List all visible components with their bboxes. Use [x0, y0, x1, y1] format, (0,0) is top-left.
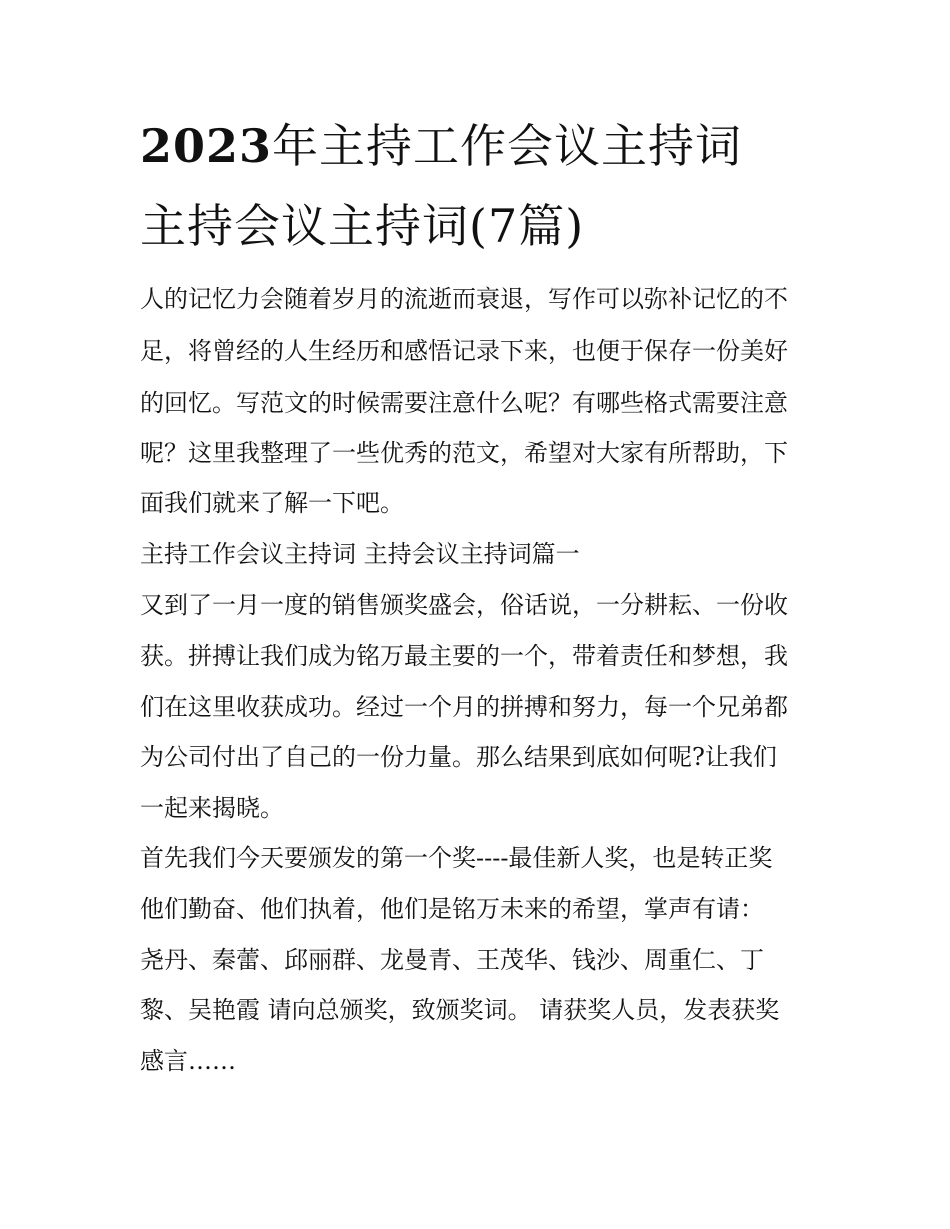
body-text-line: 人的记忆力会随着岁月的流逝而衰退，写作可以弥补记忆的不	[140, 285, 788, 313]
body-text-line: 面我们就来了解一下吧。	[140, 489, 404, 517]
body-text-line: 感言……	[140, 1047, 236, 1075]
body-text-line: 一起来揭晓。	[140, 794, 284, 822]
body-text-line: 黎、吴艳霞 请向总颁奖，致颁奖词。 请获奖人员，发表获奖	[140, 996, 780, 1024]
body-text-line: 呢？这里我整理了一些优秀的范文，希望对大家有所帮助，下	[140, 439, 788, 467]
section-heading: 主持工作会议主持词 主持会议主持词篇一	[140, 540, 580, 568]
document-title-line-2: 主持会议主持词(7篇)	[140, 199, 585, 253]
body-text-line: 又到了一月一度的销售颁奖盛会，俗话说，一分耕耘、一份收	[140, 591, 788, 619]
body-text-line: 们在这里收获成功。经过一个月的拼搏和努力，每一个兄弟都	[140, 693, 788, 721]
body-text-line: 首先我们今天要颁发的第一个奖----最佳新人奖，也是转正奖	[140, 844, 773, 872]
body-text-line: 尧丹、秦蕾、邱丽群、龙曼青、王茂华、钱沙、周重仁、丁	[140, 946, 764, 974]
title-year: 2023	[140, 119, 273, 173]
body-text-line: 获。拼搏让我们成为铭万最主要的一个，带着责任和梦想，我	[140, 642, 788, 670]
body-text-line: 他们勤奋、他们执着，他们是铭万未来的希望，掌声有请：	[140, 895, 764, 923]
body-text-line: 为公司付出了自己的一份力量。那么结果到底如何呢?让我们	[140, 743, 777, 771]
body-text-line: 的回忆。写范文的时候需要注意什么呢？有哪些格式需要注意	[140, 389, 788, 417]
title-text: 年主持工作会议主持词	[272, 119, 743, 173]
document-title-line-1	[140, 116, 742, 176]
body-text-line: 足，将曾经的人生经历和感悟记录下来，也便于保存一份美好	[140, 337, 788, 365]
